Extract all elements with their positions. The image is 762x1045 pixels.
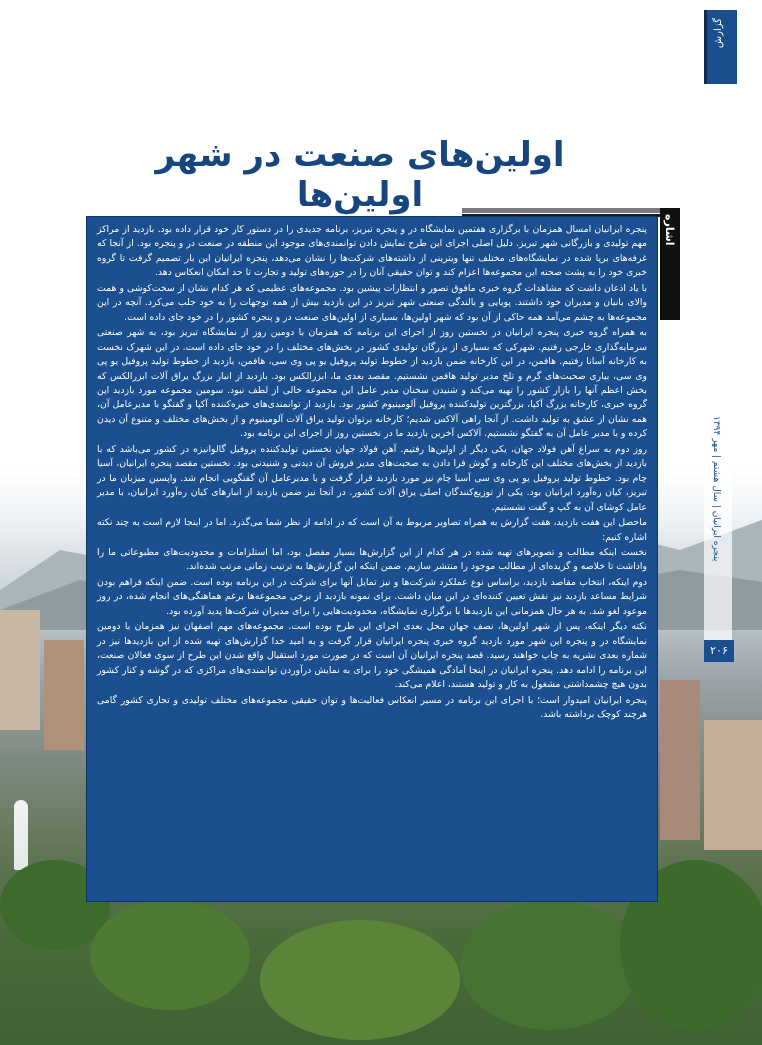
section-tab-label: گزارش [713, 18, 724, 49]
building-image [660, 680, 700, 840]
tree-image [90, 900, 250, 1010]
intro-label-bar [660, 208, 680, 320]
paragraph: دوم اینکه، انتخاب مقاصد بازدید، براساس نوع عملکرد شرکت‌ها و نیز تمایل آنها برای شرکت در این برنامه بوده است. ضمن اینکه فراهم بودن شرایط مساعد بازدید نیز نقش تعیین کننده‌ای در این میان داشت. برای نمونه بازدید از برخی مجموعه‌ها برغم هماهنگی‌های انجام شده، در روز موعود لغو شد. به هر حال همزمانی این بازدیدها با برگزاری نمایشگاه، محدودیت‌هایی را برای مدیران شرکت‌ها پدید آورده بود. [97, 576, 647, 617]
paragraph: با یاد اذعان داشت که مشاهدات گروه خبری مافوق تصور و انتظارات پیشین بود. مجموعه‌های عظیمی که هر کدام نشان از سخت‌کوشی و همت والای بانیان و مدیران خود داشتند. پویایی و بالندگی صنعتی شهر تبریز در این بازدید بیش از همه توجهات را به خود جلب می‌کرد. آنچه در این مجموعه‌ها به چشم می‌آمد همه حاکی از آن بود که شهر اولین‌ها، بسیاری از اولین‌های صنعت در و پنجره کشور را در خود جای داده است. [97, 282, 647, 323]
paragraph: به همراه گروه خبری پنجره ایرانیان در نخستین روز از اجرای این برنامه که همزمان با دومین روز از نمایشگاه تبریز بود، به شهر صنعتی سرمایه‌گذاری خارجی رفتیم. شهرکی که بسیاری از بزرگان تولیدی کشور در بخش‌های مختلف را در خود جای داده است. در این شهرک نخست به کارخانه آسانا رفتیم. هافمن، در این کارخانه ضمن بازدید از خطوط تولید پروفیل یو پی وی سی، هافمن، بازدید از خطوط تولید پروفیل یو پی وی سی، بیاری صحبت‌های گرم و تلخ مدیر تولید هافمن نشستیم. مقصد بعدی ما، ابزرالکس بود. بازدید از انبار بزرگ یراق آلات ابزرالکس که بخش اعظم آنها را بازار کشور را تهیه می‌کند و شنیدن سخنان مدیر عامل این مجموعه خالی از لطف نبود. سومین مجموعه مورد بازدید این گروه خبری، کارخانه بزرگ آکپا، بزرگترین تولیدکننده پروفیل آلومینیوم کشور بود. بازدید از توانمندی‌های خیره‌کننده آکپا و گفتگو با مدیرعامل آن، همه نشان از عشق به تولید داشت. از آنجا راهی آلاکس شدیم؛ کارخانه برتوان تولید یراق آلات آلومینیوم و از بخش‌های مختلف و متنوع آن دیدن کرده و با مدیر عامل آن به گفتگو نشستیم. آلاکس آخرین بازدید ما در نخستین روز از اجرای این برنامه بود. [97, 327, 647, 440]
side-caption-ribbon [704, 410, 732, 648]
paragraph: نخست اینکه مطالب و تصویرهای تهیه شده در هر کدام از این گزارش‌ها بسیار مفصل بود، اما استلزامات و محدودیت‌های مطبوعاتی ما را واداشت تا خلاصه و گزیده‌ای از مطالب موجود را منتشر سازیم. ضمن اینکه این گزارش‌ها به ترتیب زمانی مرتب شده‌اند. [97, 546, 647, 573]
building-image [44, 640, 84, 750]
tree-image [460, 900, 640, 1030]
title-divider [462, 208, 662, 213]
paragraph: نکته دیگر اینکه، پس از شهر اولین‌ها، نصف جهان محل بعدی اجرای این طرح بوده است. مجموعه‌های مهم اصفهان نیز همزمان با دومین نمایشگاه در و پنجره این شهر مورد بازدید گروه خبری پنجره ایرانیان قرار گرفت و به امید خدا گزارش‌های تهیه شده از این بازدیدها نیز در شماره بعدی نشریه به چاپ خواهند رسید. قصد پنجره ایرانیان آن است که در صورت مورد استقبال واقع شدن این طرح از سوی فعالان صنعت، این برنامه را ادامه دهد. پنجره ایرانیان در اینجا آمادگی همیشگی خود را برای به نمایش درآوردن توانمندی‌های مراکزی که در گوشه و کنار کشور بدون هیچ چشمداشتی مشغول به کار و تولید هستند، اعلام می‌کند. [97, 621, 647, 691]
side-caption: پنجره ایرانیان | سال هشتم | مهر ۱۳۹۴ [711, 416, 721, 562]
paragraph: پنجره ایرانیان امیدوار است؛ با اجرای این برنامه در مسیر انعکاس فعالیت‌ها و توان حقیقی مجموعه‌های مختلف تولیدی و تجاری کشور گامی هرچند کوچک برداشته باشد. [97, 694, 647, 720]
paragraph: ماحصل این هفت بازدید، هفت گزارش به همراه تصاویر مربوط به آن است که در ادامه از نظر شما می‌گذرد. اما در اینجا لازم است به چند نکته اشاره کنیم: [97, 517, 647, 543]
page-title: اولین‌های صنعت در شهر اولین‌ها [155, 135, 565, 215]
page-number: ۲۰۶ [704, 640, 734, 662]
intro-label: اشاره [663, 214, 676, 246]
fountain-image [14, 800, 28, 870]
building-image [0, 610, 40, 730]
paragraph: روز دوم به سراغ آهن فولاد جهان، یکی دیگر از اولین‌ها رفتیم. آهن فولاد جهان نخستین تولیدکننده پروفیل گالوانیزه در کشور می‌باشد که با بازدید از بخش‌های مختلف این کارخانه و گوش فرا دادن به صحبت‌های مدیر فروش آن دیدنی و شنیدنی بود. نخستین مقصد پنجره ایرانیان، آسیا چام بود. خطوط تولید پروفیل یو پی وی سی آسیا چام نیز مورد بازدید قرار گرفت و با مدیرعامل آن گفتگویی انجام شد. واپسین میزبان ما در تبریز، کیان ره‌آورد ایرانیان بود. یکی از توزیع‌کنندگان اصلی یراق آلات کشور. در آنجا نیز ضمن بازدید از انبارهای کیان ره‌آورد ایرانیان، با مدیر عامل کوشای آن به گپ و گفت نشستیم. [97, 443, 647, 513]
tree-image [260, 920, 460, 1040]
building-image [704, 720, 762, 850]
paragraph: پنجره ایرانیان امسال همزمان با برگزاری هفتمین نمایشگاه در و پنجره تبریز، برنامه جدیدی را در دستور کار خود قرار داده بود. بازدید از مراکز مهم تولیدی و بازرگانی شهر تبریز. دلیل اصلی اجرای این طرح نمایش دادن توانمندی‌های موجود این منطقه در صنعت در و پنجره بود. از آنجا که غرفه‌های برپا شده در نمایشگاه‌های مختلف تنها ویترینی از داشته‌های شرکت‌ها را نشان می‌دهد، پنجره ایرانیان این بار تصمیم گرفت تا گروه خبری خود را به پشت صحنه این مجموعه‌ها اعزام کند و توان حقیقی آنان را در حوزه‌های تولید و تجارت تا حد امکان انعکاس دهد. [97, 224, 647, 279]
article-body [86, 216, 658, 902]
section-tab [704, 10, 737, 84]
